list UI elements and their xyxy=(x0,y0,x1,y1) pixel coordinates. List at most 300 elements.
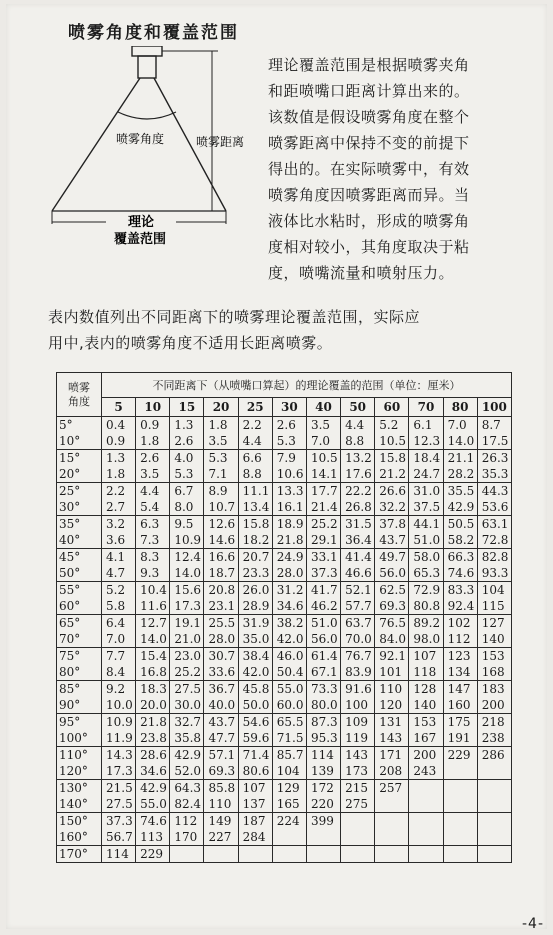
value-cell: 6.6 xyxy=(238,450,272,467)
value-cell: 8.3 xyxy=(136,549,170,566)
value-cell: 18.3 xyxy=(136,681,170,698)
value-cell: 143 xyxy=(341,747,375,764)
value-cell: 243 xyxy=(409,763,443,780)
value-cell: 220 xyxy=(306,796,340,813)
value-cell: 14.3 xyxy=(102,747,136,764)
value-cell: 17.3 xyxy=(102,763,136,780)
distance-header: 20 xyxy=(204,398,238,417)
table-row xyxy=(57,747,512,764)
value-cell: 208 xyxy=(375,763,409,780)
value-cell: 167 xyxy=(409,730,443,747)
value-cell xyxy=(443,846,477,863)
value-cell: 6.4 xyxy=(102,615,136,632)
value-cell: 64.3 xyxy=(170,780,204,797)
value-cell: 28.0 xyxy=(204,631,238,648)
value-cell xyxy=(409,796,443,813)
value-cell: 7.3 xyxy=(136,532,170,549)
value-cell: 275 xyxy=(341,796,375,813)
value-cell: 44.1 xyxy=(409,516,443,533)
angle-cell: 150° xyxy=(57,813,102,830)
angle-cell: 140° xyxy=(57,796,102,813)
value-cell: 3.5 xyxy=(306,417,340,434)
value-cell xyxy=(409,813,443,830)
value-cell xyxy=(238,846,272,863)
value-cell: 20.8 xyxy=(204,582,238,599)
angle-cell: 20° xyxy=(57,466,102,483)
table-body xyxy=(57,417,512,863)
table-row xyxy=(57,681,512,698)
value-cell xyxy=(477,796,511,813)
value-cell: 284 xyxy=(238,829,272,846)
value-cell: 101 xyxy=(375,664,409,681)
value-cell: 12.4 xyxy=(170,549,204,566)
value-cell: 4.0 xyxy=(170,450,204,467)
value-cell: 143 xyxy=(375,730,409,747)
value-cell: 5.3 xyxy=(204,450,238,467)
value-cell: 12.7 xyxy=(136,615,170,632)
value-cell: 52.0 xyxy=(170,763,204,780)
value-cell xyxy=(375,829,409,846)
value-cell: 35.5 xyxy=(443,483,477,500)
angle-cell: 70° xyxy=(57,631,102,648)
value-cell: 8.0 xyxy=(170,499,204,516)
value-cell: 59.6 xyxy=(238,730,272,747)
value-cell: 42.9 xyxy=(443,499,477,516)
value-cell: 55.0 xyxy=(136,796,170,813)
label-coverage-1: 理论 xyxy=(128,215,155,230)
value-cell xyxy=(375,846,409,863)
value-cell: 11.9 xyxy=(102,730,136,747)
value-cell: 5.3 xyxy=(170,466,204,483)
value-cell: 42.0 xyxy=(272,631,306,648)
value-cell: 69.3 xyxy=(204,763,238,780)
value-cell: 137 xyxy=(238,796,272,813)
value-cell: 23.0 xyxy=(170,648,204,665)
value-cell: 12.6 xyxy=(204,516,238,533)
value-cell: 140 xyxy=(409,697,443,714)
value-cell: 24.9 xyxy=(272,549,306,566)
coverage-table-wrap xyxy=(56,372,512,863)
value-cell: 20.0 xyxy=(136,697,170,714)
paragraph-line: 得出的。在实际喷雾中，有效 xyxy=(268,160,470,178)
angle-cell: 95° xyxy=(57,714,102,731)
angle-cell: 65° xyxy=(57,615,102,632)
value-cell: 0.9 xyxy=(102,433,136,450)
value-cell: 42.9 xyxy=(170,747,204,764)
table-row xyxy=(57,417,512,434)
value-cell: 14.0 xyxy=(136,631,170,648)
value-cell: 23.3 xyxy=(238,565,272,582)
value-cell: 14.1 xyxy=(306,466,340,483)
value-cell: 6.1 xyxy=(409,417,443,434)
value-cell: 80.0 xyxy=(306,697,340,714)
value-cell: 76.7 xyxy=(341,648,375,665)
angle-cell: 120° xyxy=(57,763,102,780)
value-cell: 21.8 xyxy=(272,532,306,549)
value-cell: 10.7 xyxy=(204,499,238,516)
value-cell: 56.7 xyxy=(102,829,136,846)
table-row xyxy=(57,763,512,780)
value-cell: 17.5 xyxy=(477,433,511,450)
distance-header: 40 xyxy=(306,398,340,417)
value-cell: 10.9 xyxy=(170,532,204,549)
value-cell: 50.0 xyxy=(238,697,272,714)
table-row xyxy=(57,813,512,830)
paragraph-line: 理论覆盖范围是根据喷雾夹角 xyxy=(268,56,470,74)
value-cell: 2.6 xyxy=(170,433,204,450)
value-cell: 55.0 xyxy=(272,681,306,698)
angle-cell: 35° xyxy=(57,516,102,533)
label-spray-distance: 喷雾距离 xyxy=(196,135,245,149)
value-cell: 7.0 xyxy=(443,417,477,434)
value-cell: 4.4 xyxy=(238,433,272,450)
value-cell: 15.4 xyxy=(136,648,170,665)
value-cell: 4.1 xyxy=(102,549,136,566)
value-cell: 70.0 xyxy=(341,631,375,648)
value-cell: 1.3 xyxy=(102,450,136,467)
value-cell: 21.4 xyxy=(306,499,340,516)
value-cell: 7.7 xyxy=(102,648,136,665)
value-cell: 51.0 xyxy=(409,532,443,549)
value-cell: 38.4 xyxy=(238,648,272,665)
value-cell: 93.3 xyxy=(477,565,511,582)
distance-header: 15 xyxy=(170,398,204,417)
value-cell: 10.5 xyxy=(306,450,340,467)
value-cell: 0.4 xyxy=(102,417,136,434)
value-cell xyxy=(341,829,375,846)
value-cell: 67.1 xyxy=(306,664,340,681)
value-cell: 21.8 xyxy=(136,714,170,731)
value-cell: 215 xyxy=(341,780,375,797)
value-cell xyxy=(375,813,409,830)
distance-header: 30 xyxy=(272,398,306,417)
value-cell: 114 xyxy=(306,747,340,764)
value-cell: 9.5 xyxy=(170,516,204,533)
paragraph-line: 度相对较小，其角度取决于粘 xyxy=(268,238,470,256)
value-cell: 34.6 xyxy=(136,763,170,780)
value-cell: 1.8 xyxy=(102,466,136,483)
value-cell: 200 xyxy=(477,697,511,714)
value-cell xyxy=(272,829,306,846)
value-cell: 83.3 xyxy=(443,582,477,599)
value-cell: 56.0 xyxy=(375,565,409,582)
value-cell: 53.6 xyxy=(477,499,511,516)
value-cell: 5.4 xyxy=(136,499,170,516)
value-cell: 118 xyxy=(409,664,443,681)
paragraph-line: 喷雾角度因喷雾距离而异。当 xyxy=(268,186,470,204)
value-cell xyxy=(170,846,204,863)
angle-cell: 100° xyxy=(57,730,102,747)
value-cell: 36.7 xyxy=(204,681,238,698)
value-cell: 5.3 xyxy=(272,433,306,450)
value-cell: 38.2 xyxy=(272,615,306,632)
label-spray-angle: 喷雾角度 xyxy=(116,132,165,146)
paragraph-line: 喷雾距离中保持不变的前提下 xyxy=(268,134,470,152)
table-row xyxy=(57,697,512,714)
value-cell: 44.3 xyxy=(477,483,511,500)
value-cell: 71.5 xyxy=(272,730,306,747)
value-cell: 7.0 xyxy=(102,631,136,648)
value-cell: 8.7 xyxy=(477,417,511,434)
value-cell: 21.2 xyxy=(375,466,409,483)
value-cell: 218 xyxy=(477,714,511,731)
value-cell: 58.2 xyxy=(443,532,477,549)
value-cell: 28.6 xyxy=(136,747,170,764)
value-cell: 52.1 xyxy=(341,582,375,599)
value-cell: 102 xyxy=(443,615,477,632)
value-cell: 175 xyxy=(443,714,477,731)
value-cell: 25.2 xyxy=(170,664,204,681)
value-cell: 50.5 xyxy=(443,516,477,533)
value-cell: 11.1 xyxy=(238,483,272,500)
value-cell: 10.6 xyxy=(272,466,306,483)
value-cell: 13.3 xyxy=(272,483,306,500)
value-cell: 26.3 xyxy=(477,450,511,467)
value-cell: 63.1 xyxy=(477,516,511,533)
value-cell: 15.8 xyxy=(375,450,409,467)
label-coverage-2: 覆盖范围 xyxy=(114,232,167,247)
value-cell: 19.1 xyxy=(170,615,204,632)
value-cell: 17.7 xyxy=(306,483,340,500)
paragraph-line: 和距喷嘴口距离计算出来的。 xyxy=(268,82,470,100)
value-cell: 10.9 xyxy=(102,714,136,731)
value-cell: 31.9 xyxy=(238,615,272,632)
value-cell: 0.9 xyxy=(136,417,170,434)
value-cell: 7.9 xyxy=(272,450,306,467)
value-cell: 149 xyxy=(204,813,238,830)
value-cell: 83.9 xyxy=(341,664,375,681)
value-cell: 42.9 xyxy=(136,780,170,797)
value-cell: 54.6 xyxy=(238,714,272,731)
value-cell: 20.7 xyxy=(238,549,272,566)
value-cell: 8.8 xyxy=(238,466,272,483)
value-cell xyxy=(409,780,443,797)
value-cell xyxy=(477,763,511,780)
value-cell: 229 xyxy=(443,747,477,764)
value-cell: 62.5 xyxy=(375,582,409,599)
table-row xyxy=(57,846,512,863)
value-cell: 110 xyxy=(375,681,409,698)
distance-header: 50 xyxy=(341,398,375,417)
value-cell: 134 xyxy=(443,664,477,681)
table-row xyxy=(57,582,512,599)
value-cell: 257 xyxy=(375,780,409,797)
value-cell: 92.4 xyxy=(443,598,477,615)
value-cell: 84.0 xyxy=(375,631,409,648)
paragraph-line: 液体比水粘时，形成的喷雾角 xyxy=(268,212,470,230)
value-cell: 127 xyxy=(477,615,511,632)
value-cell: 9.2 xyxy=(102,681,136,698)
value-cell: 31.0 xyxy=(409,483,443,500)
value-cell: 73.3 xyxy=(306,681,340,698)
value-cell: 4.4 xyxy=(136,483,170,500)
angle-cell: 5° xyxy=(57,417,102,434)
value-cell: 139 xyxy=(306,763,340,780)
value-cell xyxy=(272,846,306,863)
value-cell: 87.3 xyxy=(306,714,340,731)
table-title: 不同距离下（从喷嘴口算起）的理论覆盖的范围（单位：厘米） xyxy=(102,373,512,398)
value-cell xyxy=(204,846,238,863)
value-cell: 12.3 xyxy=(409,433,443,450)
value-cell xyxy=(443,780,477,797)
value-cell: 18.9 xyxy=(272,516,306,533)
value-cell: 2.7 xyxy=(102,499,136,516)
value-cell: 107 xyxy=(409,648,443,665)
value-cell: 57.7 xyxy=(341,598,375,615)
distance-header-row xyxy=(57,398,512,417)
value-cell: 57.1 xyxy=(204,747,238,764)
value-cell: 104 xyxy=(272,763,306,780)
value-cell: 72.8 xyxy=(477,532,511,549)
value-cell: 13.4 xyxy=(238,499,272,516)
value-cell: 10.5 xyxy=(375,433,409,450)
value-cell: 8.9 xyxy=(204,483,238,500)
angle-cell: 50° xyxy=(57,565,102,582)
value-cell: 112 xyxy=(443,631,477,648)
value-cell: 2.6 xyxy=(272,417,306,434)
value-cell: 113 xyxy=(136,829,170,846)
table-row xyxy=(57,483,512,500)
value-cell: 399 xyxy=(306,813,340,830)
value-cell: 34.6 xyxy=(272,598,306,615)
angle-cell: 15° xyxy=(57,450,102,467)
value-cell: 14.0 xyxy=(443,433,477,450)
value-cell: 51.0 xyxy=(306,615,340,632)
table-row xyxy=(57,516,512,533)
value-cell: 31.2 xyxy=(272,582,306,599)
value-cell: 171 xyxy=(375,747,409,764)
value-cell: 10.0 xyxy=(102,697,136,714)
value-cell: 15.8 xyxy=(238,516,272,533)
value-cell: 98.0 xyxy=(409,631,443,648)
angle-cell: 55° xyxy=(57,582,102,599)
table-row xyxy=(57,631,512,648)
value-cell: 168 xyxy=(477,664,511,681)
value-cell: 43.7 xyxy=(375,532,409,549)
value-cell: 140 xyxy=(477,631,511,648)
distance-header: 25 xyxy=(238,398,272,417)
value-cell: 5.2 xyxy=(375,417,409,434)
value-cell: 9.3 xyxy=(136,565,170,582)
value-cell: 23.8 xyxy=(136,730,170,747)
value-cell: 28.2 xyxy=(443,466,477,483)
value-cell: 112 xyxy=(170,813,204,830)
value-cell: 16.8 xyxy=(136,664,170,681)
value-cell: 49.7 xyxy=(375,549,409,566)
value-cell xyxy=(443,763,477,780)
value-cell: 2.2 xyxy=(238,417,272,434)
angle-cell: 90° xyxy=(57,697,102,714)
description-paragraph xyxy=(268,52,526,286)
paragraph-line: 该数值是假设喷雾角度在整个 xyxy=(268,108,470,126)
table-intro xyxy=(48,304,538,356)
angle-cell: 170° xyxy=(57,846,102,863)
value-cell: 128 xyxy=(409,681,443,698)
value-cell: 14.0 xyxy=(170,565,204,582)
value-cell: 85.8 xyxy=(204,780,238,797)
angle-cell: 160° xyxy=(57,829,102,846)
value-cell: 30.7 xyxy=(204,648,238,665)
value-cell: 6.7 xyxy=(170,483,204,500)
value-cell: 92.1 xyxy=(375,648,409,665)
value-cell: 41.4 xyxy=(341,549,375,566)
value-cell: 46.0 xyxy=(272,648,306,665)
value-cell: 100 xyxy=(341,697,375,714)
value-cell: 3.5 xyxy=(136,466,170,483)
angle-cell: 75° xyxy=(57,648,102,665)
value-cell: 95.3 xyxy=(306,730,340,747)
value-cell xyxy=(306,829,340,846)
value-cell: 82.4 xyxy=(170,796,204,813)
value-cell: 109 xyxy=(341,714,375,731)
value-cell: 45.8 xyxy=(238,681,272,698)
value-cell: 33.6 xyxy=(204,664,238,681)
intro-line: 用中,表内的喷雾角度不适用长距离喷雾。 xyxy=(48,334,333,352)
value-cell: 170 xyxy=(170,829,204,846)
value-cell: 114 xyxy=(102,846,136,863)
value-cell: 91.6 xyxy=(341,681,375,698)
value-cell: 120 xyxy=(375,697,409,714)
table-row xyxy=(57,829,512,846)
value-cell: 21.5 xyxy=(102,780,136,797)
value-cell: 47.7 xyxy=(204,730,238,747)
value-cell xyxy=(477,780,511,797)
value-cell: 46.2 xyxy=(306,598,340,615)
value-cell: 74.6 xyxy=(136,813,170,830)
value-cell xyxy=(409,829,443,846)
value-cell: 17.3 xyxy=(170,598,204,615)
value-cell: 153 xyxy=(409,714,443,731)
value-cell: 2.6 xyxy=(136,450,170,467)
angle-cell: 30° xyxy=(57,499,102,516)
value-cell: 4.4 xyxy=(341,417,375,434)
value-cell: 82.8 xyxy=(477,549,511,566)
value-cell: 14.6 xyxy=(204,532,238,549)
angle-cell: 80° xyxy=(57,664,102,681)
value-cell: 110 xyxy=(204,796,238,813)
value-cell xyxy=(375,796,409,813)
value-cell: 50.4 xyxy=(272,664,306,681)
table-row xyxy=(57,730,512,747)
value-cell: 76.5 xyxy=(375,615,409,632)
value-cell: 191 xyxy=(443,730,477,747)
value-cell: 3.5 xyxy=(204,433,238,450)
document-page xyxy=(6,4,547,932)
value-cell: 65.3 xyxy=(409,565,443,582)
value-cell: 66.3 xyxy=(443,549,477,566)
value-cell: 74.6 xyxy=(443,565,477,582)
value-cell: 10.4 xyxy=(136,582,170,599)
value-cell: 46.6 xyxy=(341,565,375,582)
value-cell: 1.3 xyxy=(170,417,204,434)
value-cell: 5.2 xyxy=(102,582,136,599)
value-cell: 224 xyxy=(272,813,306,830)
value-cell: 25.2 xyxy=(306,516,340,533)
distance-header: 5 xyxy=(102,398,136,417)
value-cell: 153 xyxy=(477,648,511,665)
value-cell: 21.1 xyxy=(443,450,477,467)
value-cell: 26.8 xyxy=(341,499,375,516)
value-cell: 4.7 xyxy=(102,565,136,582)
value-cell: 17.6 xyxy=(341,466,375,483)
value-cell: 1.8 xyxy=(204,417,238,434)
value-cell: 160 xyxy=(443,697,477,714)
value-cell: 43.7 xyxy=(204,714,238,731)
value-cell: 27.5 xyxy=(102,796,136,813)
value-cell xyxy=(477,846,511,863)
page-title: 喷雾角度和覆盖范围 xyxy=(68,23,239,43)
value-cell: 24.7 xyxy=(409,466,443,483)
